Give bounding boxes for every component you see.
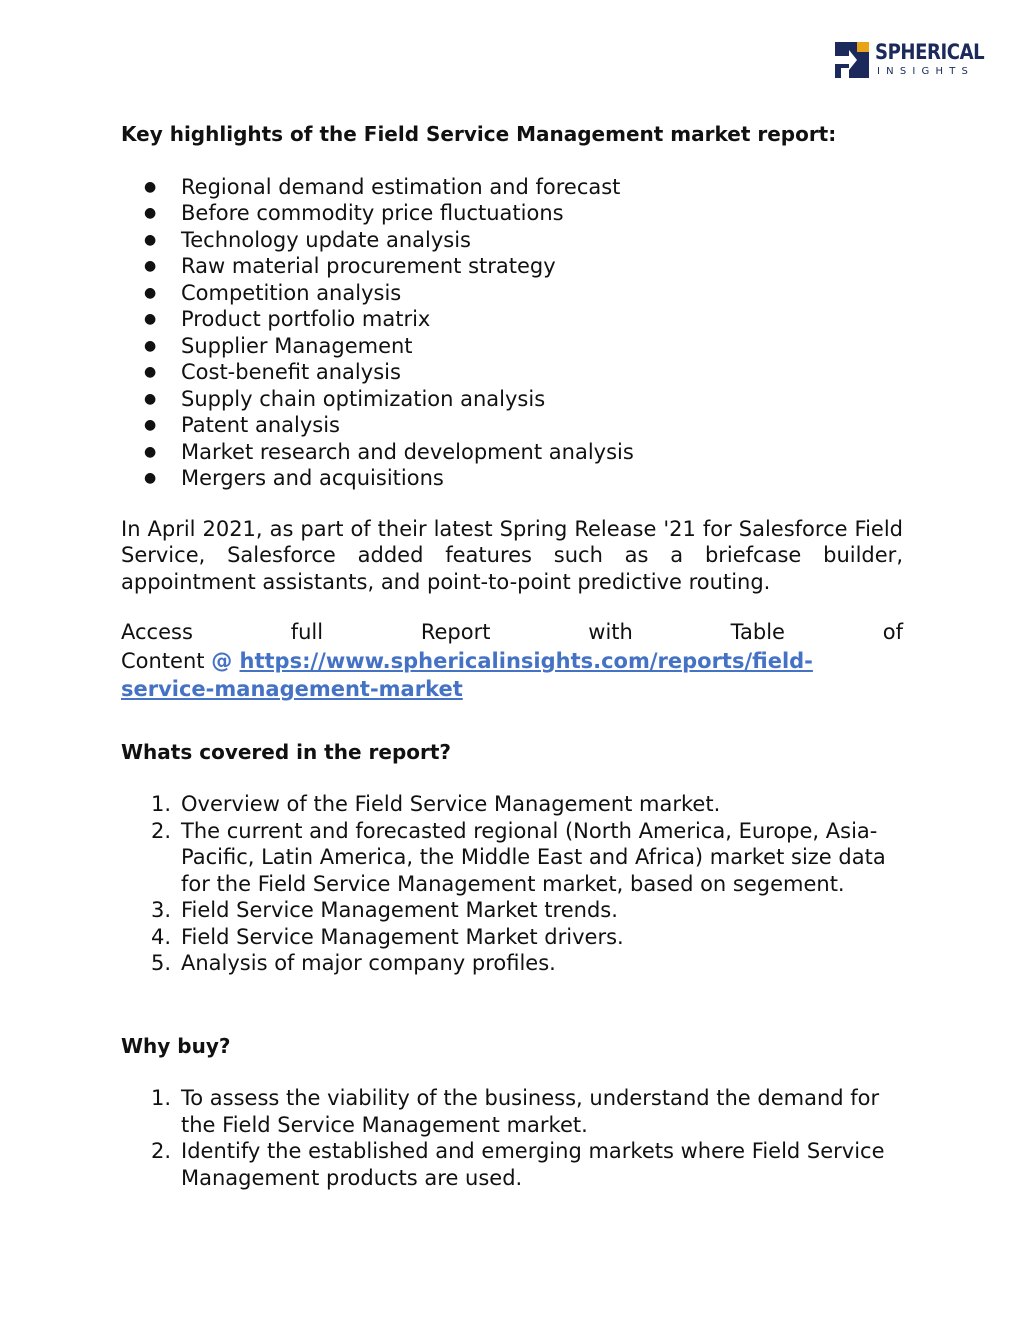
report-url-link-continued[interactable]: service-management-market: [121, 677, 463, 701]
list-item: ● Raw material procurement strategy: [144, 254, 556, 278]
covered-list: [121, 791, 903, 977]
logo-name: SPHERICAL: [875, 40, 985, 64]
list-item: ● Competition analysis: [144, 280, 402, 305]
list-item: ● Supply chain optimization analysis: [144, 386, 546, 411]
list-item: ● Supplier Management: [144, 333, 413, 358]
logo-subtitle: INSIGHTS: [877, 66, 975, 77]
key-highlights-heading: Key highlights of the Field Service Management market report:: [121, 122, 837, 146]
bullet-icon: ●: [144, 337, 157, 354]
list-item: ● Technology update analysis: [144, 227, 472, 252]
bullet-icon: ●: [144, 470, 157, 486]
list-item: ● Regional demand estimation and forecast: [144, 174, 621, 199]
access-line: Access full Report with Table of: [121, 620, 903, 644]
key-highlights-list: [121, 174, 903, 492]
bullet-icon: ●: [144, 443, 157, 460]
access-link-line-2: [121, 676, 903, 703]
list-item: ● Before commodity price fluctuations: [144, 201, 564, 225]
list-item: 1. Overview of the Field Service Management market.: [151, 792, 721, 816]
bullet-icon: ●: [144, 417, 157, 433]
list-item: 2. Identify the established and emerging markets where Field Service Management products are used.: [151, 1139, 885, 1190]
list-item: 1. To assess the viability of the business, understand the demand for the Field Service Management market.: [151, 1086, 880, 1137]
why-buy-list: [121, 1085, 903, 1191]
list-item: ● Patent analysis: [144, 413, 340, 437]
why-buy-heading: Why buy?: [121, 1033, 231, 1058]
access-report-paragraph: [121, 619, 903, 703]
list-item: 2. The current and forecasted regional (North America, Europe, Asia- Pacific, Latin America, the Middle East and Africa) market size data for the Field Service Management market, based on segement.: [151, 818, 886, 896]
spherical-insights-logo-icon: [835, 42, 869, 78]
salesforce-news-paragraph: In April 2021, as part of their latest Spring Release '21 for Salesforce Field Service, Salesforce added features such as a briefcase builder, appointment assistants, and point-to-point predictive routing.: [121, 516, 903, 594]
list-item: 3. Field Service Management Market trends.: [151, 898, 618, 922]
bullet-icon: ●: [144, 178, 157, 195]
report-url-link[interactable]: https://www.sphericalinsights.com/reports/field-: [239, 648, 813, 673]
bullet-icon: ●: [144, 284, 157, 301]
list-item: 4. Field Service Management Market drivers.: [151, 924, 624, 949]
bullet-icon: ●: [144, 231, 157, 248]
bullet-icon: ●: [144, 364, 157, 380]
covered-heading: Whats covered in the report?: [121, 739, 452, 764]
bullet-icon: ●: [144, 258, 157, 274]
document-body: [121, 121, 903, 1191]
list-item: ● Cost-benefit analysis: [144, 360, 401, 384]
bullet-icon: ●: [144, 311, 157, 327]
list-item: ● Mergers and acquisitions: [144, 466, 444, 490]
list-item: ● Market research and development analysis: [144, 439, 634, 464]
bullet-icon: ●: [144, 205, 157, 221]
list-item: 5. Analysis of major company profiles.: [151, 951, 556, 975]
list-item: ● Product portfolio matrix: [144, 307, 431, 331]
access-link-line: Content @ https://www.sphericalinsights.com/reports/field-: [121, 648, 813, 673]
company-logo: [835, 40, 995, 80]
bullet-icon: ●: [144, 390, 157, 407]
